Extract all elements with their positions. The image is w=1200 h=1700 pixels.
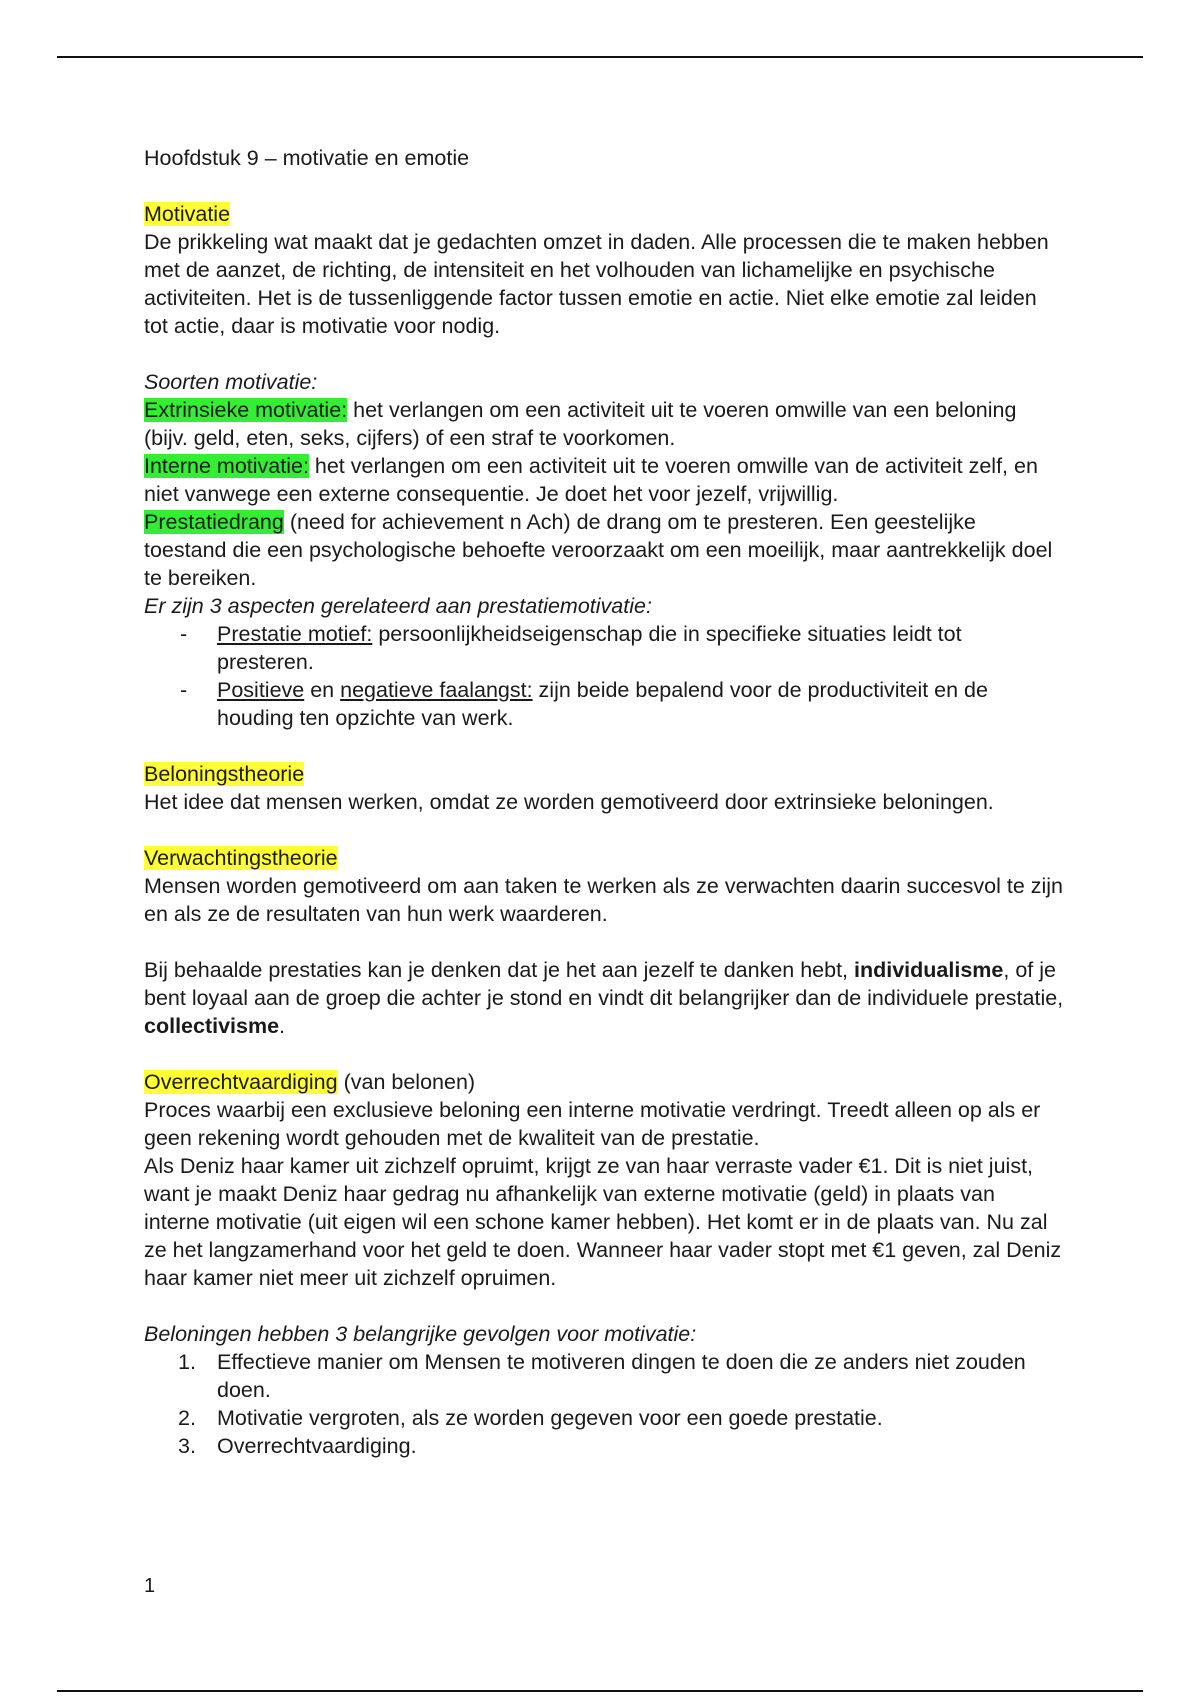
list-item [144,1432,1064,1460]
intern-paragraph [144,452,1064,508]
bullet2-term-b: negatieve faalangst: [340,678,533,702]
aspecten-list [144,620,1064,732]
page-number: 1 [144,1575,156,1597]
list-item-text: Overrechtvaardiging. [217,1434,417,1458]
list-item-text: Motivatie vergroten, als ze worden gegeven voor een goede prestatie. [217,1406,883,1430]
list-item-text: Effectieve manier om Mensen te motiveren dingen te doen die ze anders niet zouden doen. [217,1350,1026,1402]
beloning-text: Het idee dat mensen werken, omdat ze worden gemotiveerd door extrinsieke beloningen. [144,790,994,814]
overrecht-text2: Als Deniz haar kamer uit zichzelf opruimt, krijgt ze van haar verraste vader €1. Dit is niet juist, want je maakt Deniz haar gedrag nu afhankelijk van externe motivatie (geld) in plaats van interne motivatie (uit eigen wil een schone kamer hebben). Het komt er in de plaats van. Nu zal ze het langzamerhand voor het geld te doen. Wanneer haar vader stopt met €1 geven, zal Deniz haar kamer niet meer uit zichzelf opruimen. [144,1154,1062,1290]
gevolgen-intro: Beloningen hebben 3 belangrijke gevolgen voor motivatie: [144,1322,697,1346]
list-number: 2. [178,1406,196,1430]
verwachting-text: Mensen worden gemotiveerd om aan taken te werken als ze verwachten daarin succesvol te zijn en als ze de resultaten van hun werk waarderen. [144,874,1064,926]
verwachting-heading: Verwachtingstheorie [144,846,338,870]
bullet-marker: - [180,622,188,646]
verwachting-section [144,844,1064,928]
individualisme-term: individualisme [854,958,1004,982]
list-number: 3. [178,1434,196,1458]
extrinsiek-term: Extrinsieke motivatie: [144,398,348,422]
beloning-heading: Beloningstheorie [144,762,305,786]
overrecht-heading-line [144,1068,1064,1096]
overrecht-text1: Proces waarbij een exclusieve beloning een interne motivatie verdringt. Treedt alleen op als er geen rekening wordt gehouden met de kwaliteit van de prestatie. [144,1098,1041,1150]
intern-term: Interne motivatie: [144,454,309,478]
extrinsiek-paragraph [144,396,1064,452]
motivatie-section [144,200,1064,340]
bullet2-text: zijn beide bepalend voor de productiviteit en de houding ten opzichte van werk. [217,678,988,730]
prestatie-text: (need for achievement n Ach) de drang om te presteren. Een geestelijke toestand die een psychologische behoefte veroorzaakt om een moeilijk, maar aantrekkelijk doel te bereiken. [144,510,1053,590]
motivatie-text: De prikkeling wat maakt dat je gedachten omzet in daden. Alle processen die te maken hebben met de aanzet, de richting, de intensiteit en het volhouden van lichamelijke en psychische activiteiten. Het is de tussenliggende factor tussen emotie en actie. Niet elke emotie zal leiden tot actie, daar is motivatie voor nodig. [144,230,1049,338]
bullet1-text: persoonlijkheidseigenschap die in specifieke situaties leidt tot presteren. [217,622,962,674]
list-item [144,1348,1064,1404]
footer-rule [57,1690,1143,1692]
overrecht-heading-suffix: (van belonen) [337,1070,476,1094]
aspecten-intro: Er zijn 3 aspecten gerelateerd aan prestatiemotivatie: [144,594,652,618]
prestaties-text-c: . [279,1014,286,1038]
motivatie-heading: Motivatie [144,202,231,226]
beloning-section [144,760,1064,816]
bullet2-mid: en [304,678,341,702]
list-item [144,1404,1064,1432]
intern-text: het verlangen om een activiteit uit te voeren omwille van de activiteit zelf, en niet vanwege een externe consequentie. Je doet het voor jezelf, vrijwillig. [144,454,1038,506]
prestatie-paragraph [144,508,1064,592]
header-rule [57,56,1143,58]
bullet2-term-a: Positieve [217,678,305,702]
document-body [144,144,1064,1460]
prestaties-text-b: , of je bent loyaal aan de groep die achter je stond en vindt dit belangrijker dan de individuele prestatie, [144,958,1064,1010]
list-item [144,676,1064,732]
list-item [144,620,1064,676]
prestatie-term: Prestatiedrang [144,510,284,534]
extrinsiek-text: het verlangen om een activiteit uit te voeren omwille van een beloning (bijv. geld, eten, seks, cijfers) of een straf te voorkomen. [144,398,1017,450]
page-title: Hoofdstuk 9 – motivatie en emotie [144,146,470,170]
gevolgen-list [144,1348,1064,1460]
prestaties-text-a: Bij behaalde prestaties kan je denken dat je het aan jezelf te danken hebt, [144,958,855,982]
bullet-marker: - [180,678,188,702]
bullet1-term: Prestatie motief: [217,622,373,646]
prestaties-paragraph [144,956,1064,1040]
soorten-heading: Soorten motivatie: [144,370,318,394]
collectivisme-term: collectivisme [144,1014,280,1038]
overrecht-heading: Overrechtvaardiging [144,1070,338,1094]
list-number: 1. [178,1350,196,1374]
